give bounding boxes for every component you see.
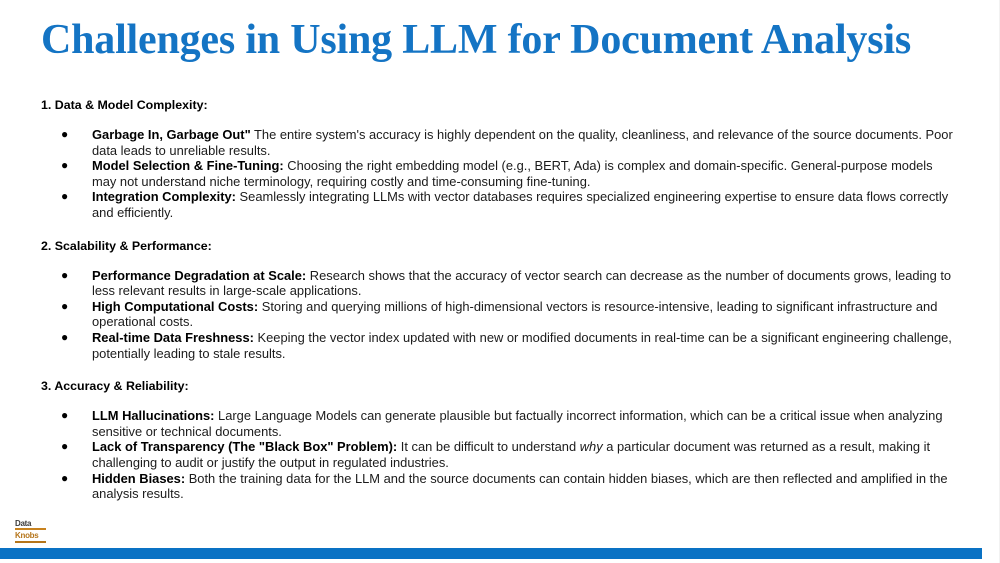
spacer <box>41 394 959 408</box>
logo-text-data: Data <box>15 520 48 529</box>
list-item <box>41 268 959 299</box>
bullet-body: Large Language Models can generate plausible but factually incorrect information, which can be a critical issue when analyzing sensitive or technical documents. <box>92 408 943 439</box>
section-1-heading: 1. Data & Model Complexity: <box>41 98 208 112</box>
bullet-body-continued: a particular document was returned as a result, making it challenging to audit or justify the output in regulated industries. <box>92 439 931 470</box>
spacer <box>41 361 959 379</box>
spacer <box>41 254 959 268</box>
section-2 <box>41 239 959 380</box>
bullet-dot-icon: ● <box>61 189 69 204</box>
list-item <box>41 408 959 439</box>
footer-accent-bar <box>0 548 982 559</box>
bullet-body: Storing and querying millions of high-dimensional vectors is resource-intensive, leading to significant infrastructure and operational costs. <box>92 298 938 330</box>
list-item <box>41 330 959 361</box>
bullet-dot-icon: ● <box>61 439 69 454</box>
page-title: Challenges in Using LLM for Document Analysis <box>41 17 911 63</box>
bullet-lead: High Computational Costs: <box>92 298 259 314</box>
section-3-heading: 3. Accuracy & Reliability: <box>41 379 189 394</box>
bullet-lead: Lack of Transparency (The "Black Box" Problem): <box>92 439 398 455</box>
section-2-bullet-list <box>41 268 959 362</box>
slide-body <box>41 98 959 502</box>
bullet-dot-icon: ● <box>61 329 69 344</box>
list-item <box>41 299 959 330</box>
bullet-body: Research shows that the accuracy of vector search can decrease as the number of documents grows, leading to less relevant results in large-scale applications. <box>92 267 952 299</box>
list-item <box>41 127 959 158</box>
list-item <box>41 158 959 189</box>
bullet-dot-icon: ● <box>61 470 69 485</box>
bullet-lead: LLM Hallucinations: <box>92 408 215 424</box>
bullet-dot-icon: ● <box>61 408 69 423</box>
bullet-lead: Real-time Data Freshness: <box>92 329 254 345</box>
dataknobs-logo <box>15 520 48 541</box>
list-item <box>41 439 959 470</box>
section-3 <box>41 379 959 502</box>
section-3-bullet-list <box>41 408 959 502</box>
bullet-lead: Hidden Biases: <box>92 470 186 486</box>
bullet-dot-icon: ● <box>61 298 69 313</box>
bullet-dot-icon: ● <box>61 127 69 141</box>
bullet-body: Seamlessly integrating LLMs with vector databases requires specialized engineering expertise to ensure data flows correctly and efficiently. <box>92 189 949 220</box>
bullet-lead: Garbage In, Garbage Out" <box>92 127 251 142</box>
logo-underline <box>15 541 46 543</box>
spacer <box>41 221 959 239</box>
spacer <box>41 113 959 127</box>
section-2-heading: 2. Scalability & Performance: <box>41 238 212 253</box>
bullet-body: Both the training data for the LLM and the source documents can contain hidden biases, which are then reflected and amplified in the analysis results. <box>92 470 948 502</box>
bullet-lead: Model Selection & Fine-Tuning: <box>92 158 284 174</box>
bullet-body: It can be difficult to understand <box>397 439 580 455</box>
bullet-body: The entire system's accuracy is highly dependent on the quality, cleanliness, and relevance of the source documents. Poor data leads to unreliable results. <box>92 127 953 158</box>
logo-text-knobs: Knobs <box>15 531 39 540</box>
bullet-body: Choosing the right embedding model (e.g., BERT, Ada) is complex and domain-specific. General-purpose models may not understand niche terminology, requiring costly and time-consuming fine-tuning. <box>92 158 933 189</box>
list-item <box>41 471 959 502</box>
bullet-dot-icon: ● <box>61 158 69 173</box>
bullet-body: Keeping the vector index updated with new or modified documents in real-time can be a significant engineering challenge, potentially leading to stale results. <box>92 329 952 361</box>
bullet-dot-icon: ● <box>61 267 69 282</box>
section-1-bullet-list <box>41 127 959 221</box>
list-item <box>41 189 959 220</box>
bullet-lead: Integration Complexity: <box>92 189 236 205</box>
bullet-emphasis: why <box>579 439 603 455</box>
bullet-lead: Performance Degradation at Scale: <box>92 267 307 283</box>
section-1 <box>41 98 959 239</box>
